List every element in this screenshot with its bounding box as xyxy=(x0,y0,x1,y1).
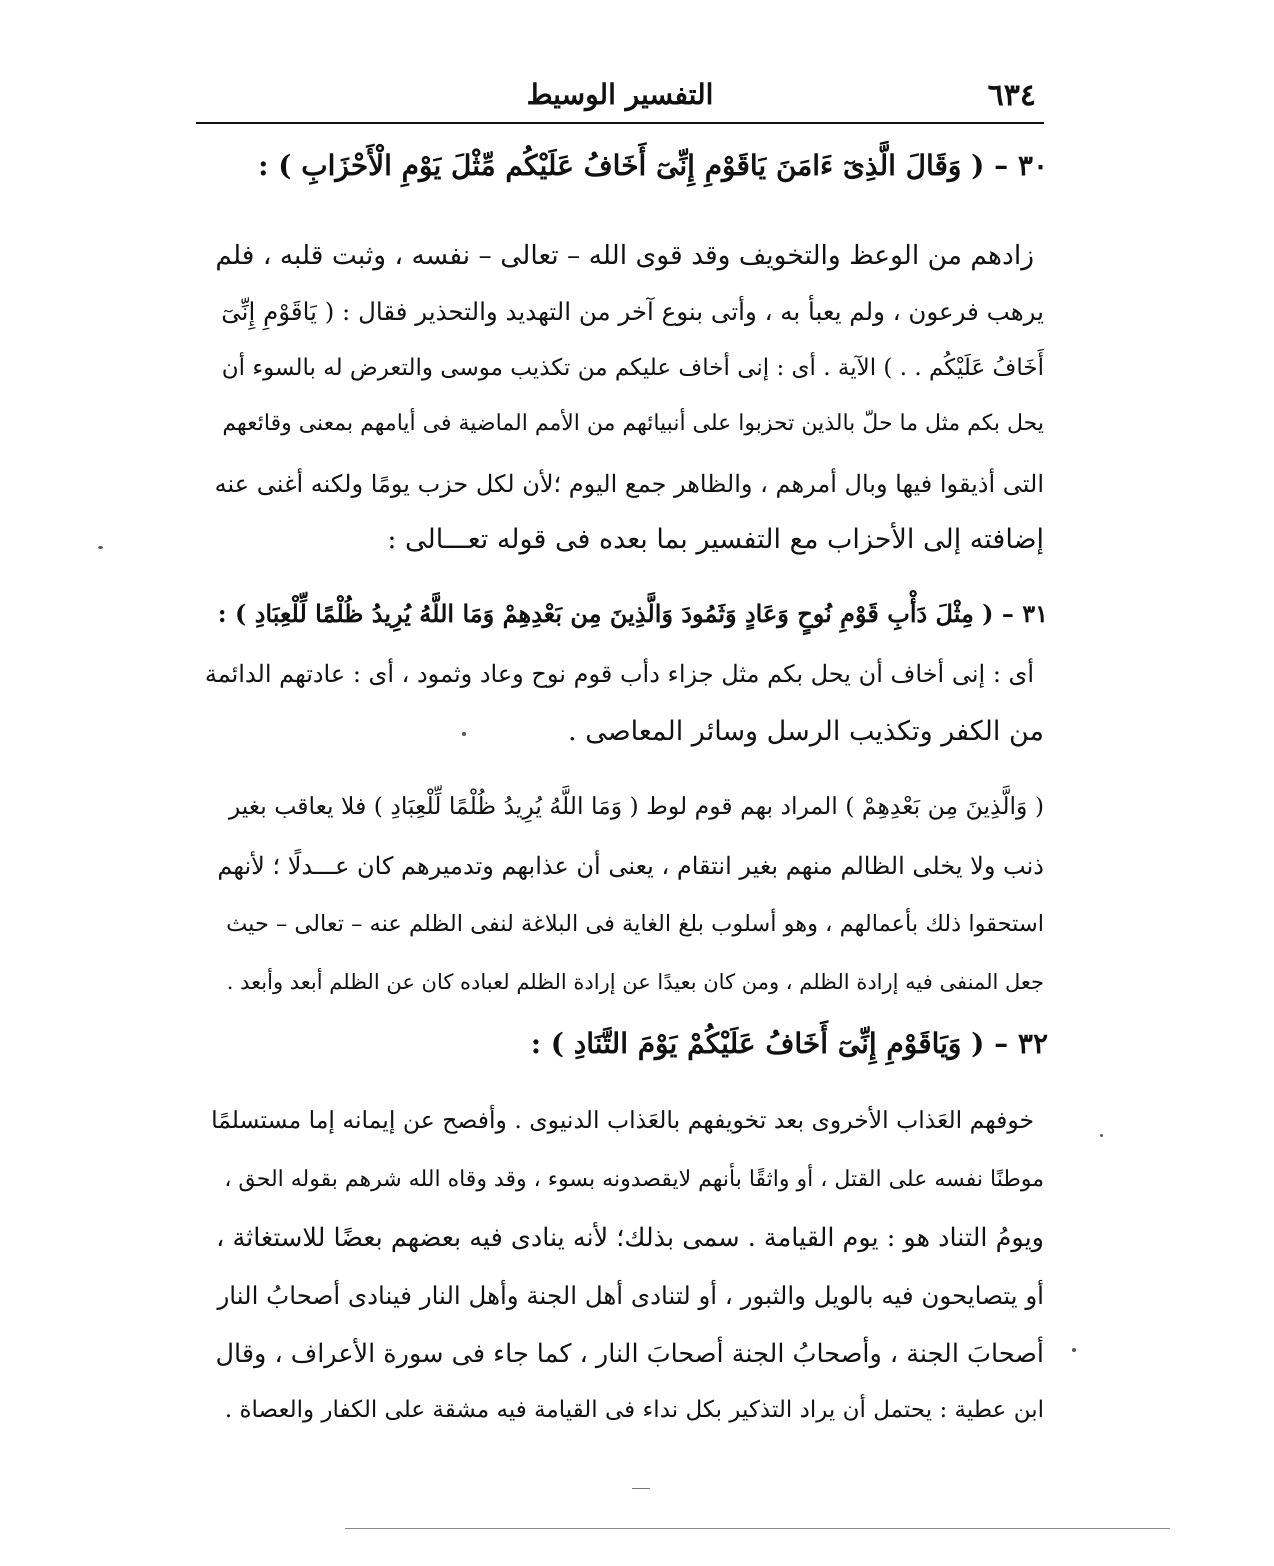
paragraph-1-line-5: التى أذيقوا فيها وبال أمرهم ، والظاهر جمع اليوم ؛لأن لكل حزب يومًا ولكنه أغنى عنه xyxy=(214,470,1044,498)
verse-32: ٣٢ – ( وَيَاقَوْمِ إِنِّىٓ أَخَافُ عَلَيْكُمْ يَوْمَ التَّنَادِ ) : xyxy=(530,1027,1048,1060)
paragraph-4-line-1: خوفهم العَذاب الأخروى بعد تخويفهم بالعَذاب الدنيوى . وأفصح عن إيمانه إما مستسلمًا xyxy=(211,1106,1034,1134)
running-title: التفسير الوسيط xyxy=(526,78,714,111)
verse-31: ٣١ – ( مِثْلَ دَأْبِ قَوْمِ نُوحٍ وَعَادٍ وَثَمُودَ وَالَّذِينَ مِن بَعْدِهِمْ وَمَا اللَّهُ يُرِيدُ ظُلْمًا لِّلْعِبَادِ ) : xyxy=(217,599,1048,628)
paragraph-4-line-2: موطنًا نفسه على القتل ، أو واثقًا بأنهم لايقصدونه بسوء ، وقد وقاه الله شرهم بقوله الحق ، xyxy=(224,1167,1044,1192)
scan-speck xyxy=(98,546,103,549)
paragraph-4-line-3: ويومُ التناد هو : يوم القيامة . سمى بذلك؛ لأنه ينادى فيه بعضهم بعضًا للاستغاثة ، xyxy=(216,1223,1044,1253)
header-rule xyxy=(196,122,1044,124)
paragraph-1-line-2: يرهب فرعون ، ولم يعبأ به ، وأتى بنوع آخر من التهديد والتحذير فقال : ( يَاقَوْمِ إِنِّىٓ xyxy=(221,297,1044,326)
paragraph-3-line-4: جعل المنفى فيه إرادة الظلم ، ومن كان بعيدًا عن إرادة الظلم لعباده كان عن الظلم أبعد وأبعد . xyxy=(226,970,1044,994)
scan-speck xyxy=(462,732,466,736)
scan-speck xyxy=(1072,1348,1076,1352)
footer-rule xyxy=(345,1528,1170,1529)
paragraph-3-line-1: ( وَالَّذِينَ مِن بَعْدِهِمْ ) المراد بهم قوم لوط ( وَمَا اللَّهُ يُرِيدُ ظُلْمًا لِّلْعِبَادِ ) فلا يعاقب بغير xyxy=(228,792,1044,820)
paragraph-4-line-4: أو يتصايحون فيه بالويل والثبور ، أو لتنادى أهل الجنة وأهل النار فينادى أصحابُ النار xyxy=(217,1281,1044,1310)
verse-30: ٣٠ – ( وَقَالَ الَّذِىٓ ءَامَنَ يَاقَوْمِ إِنِّىٓ أَخَافُ عَلَيْكُم مِّثْلَ يَوْمِ الْأَحْزَابِ ) : xyxy=(258,149,1048,182)
page-header xyxy=(196,78,1044,118)
paragraph-2-line-2: من الكفر وتكذيب الرسل وسائر المعاصى . xyxy=(568,716,1044,747)
scan-speck xyxy=(1100,1134,1103,1137)
paragraph-1-line-6: إضافته إلى الأحزاب مع التفسير بما بعده فى قوله تعـــالى : xyxy=(387,524,1044,555)
paragraph-1-line-1: زادهم من الوعظ والتخويف وقد قوى الله – تعالى – نفسه ، وثبت قلبه ، فلم xyxy=(215,240,1034,271)
paragraph-1-line-3: أَخَافُ عَلَيْكُم . . ) الآية . أى : إنى أخاف عليكم من تكذيب موسى والتعرض له بالسوء أن xyxy=(221,355,1044,381)
paragraph-1-line-4: يحل بكم مثل ما حلّ بالذين تحزبوا على أنبيائهم من الأمم الماضية فى أيامهم بمعنى وقائعهم xyxy=(222,411,1044,436)
paragraph-3-line-3: استحقوا ذلك بأعمالهم ، وهو أسلوب بلغ الغاية فى البلاغة لنفى الظلم عنه – تعالى – حيث xyxy=(226,911,1044,937)
paragraph-3-line-2: ذنب ولا يخلى الظالم منهم بغير انتقام ، يعنى أن عذابهم وتدميرهم كان عـــدلًا ؛ لأنهم xyxy=(217,852,1044,880)
footer-mark xyxy=(632,1488,650,1489)
page-number: ٦٣٤ xyxy=(987,78,1036,113)
paragraph-4-line-5: أصحابَ الجنة ، وأصحابُ الجنة أصحابَ النار ، كما جاء فى سورة الأعراف ، وقال xyxy=(215,1339,1044,1369)
paragraph-4-line-6: ابن عطية : يحتمل أن يراد التذكير بكل نداء فى القيامة فيه مشقة على الكفار والعصاة . xyxy=(224,1397,1044,1423)
paragraph-2-line-1: أى : إنى أخاف أن يحل بكم مثل جزاء دأب قوم نوح وعاد وثمود ، أى : عادتهم الدائمة xyxy=(204,660,1034,688)
